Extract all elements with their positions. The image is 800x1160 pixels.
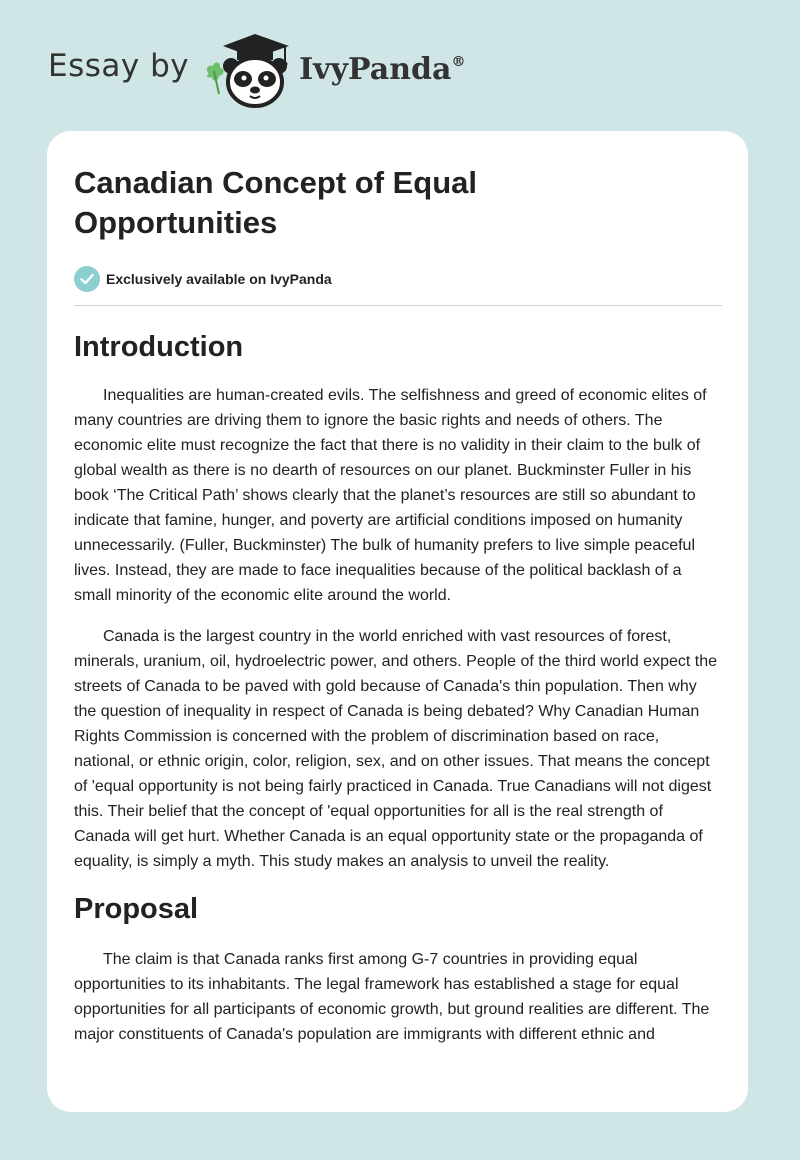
paragraph: Inequalities are human-created evils. The selfishness and greed of economic elites of many countries are driving them to ignore the basic rights and needs of others. The economic elite must recognize the fact that there is no validity in their claim to the bulk of global wealth as there is no dearth of resources on our planet. Buckminster Fuller in his book ‘The Critical Path’ shows clearly that the planet’s resources are still so abundant to indicate that famine, hunger, and poverty are artificial conditions imposed on humanity unnecessarily. (Fuller, Buckminster) The bulk of humanity prefers to live simple peaceful lives. Instead, they are made to face inequalities because of the political backlash of a small minority of the economic elite around the world. <box>74 387 707 604</box>
paragraph: The claim is that Canada ranks first among G-7 countries in providing equal opportunities to its inhabitants. The legal framework has established a stage for equal opportunities for all participants of economic growth, but ground realities are different. The major constituents of Canada's population are immigrants with different ethnic and <box>74 951 710 1043</box>
panda-logo-icon[interactable] <box>203 30 295 110</box>
section-heading-introduction: Introduction <box>74 331 244 363</box>
checkmark-icon <box>74 266 100 292</box>
essay-by-label: Essay by <box>48 48 190 84</box>
essay-card <box>47 131 748 1112</box>
exclusive-badge <box>74 266 721 292</box>
paragraph: Canada is the largest country in the world enriched with vast resources of forest, minerals, uranium, oil, hydroelectric power, and others. People of the third world expect the streets of Canada to be paved with gold because of Canada's thin population. Then why the question of inequality in respect of Canada is being debated? Why Canadian Human Rights Commission is concerned with the problem of discrimination based on race, national, or ethnic origin, color, religion, sex, and on other issues. That means the concept of 'equal opportunity is not being fairly practiced in Canada. True Canadians will not digest this. Their belief that the concept of 'equal opportunities for all is the real strength of Canada will get hurt. Whether Canada is an equal opportunity state or the propaganda of equality, is simply a myth. This study makes an analysis to unveil the reality. <box>74 628 717 870</box>
ivy-leaf-icon <box>207 62 224 94</box>
divider <box>74 305 722 306</box>
site-header <box>48 30 508 110</box>
page-title: Canadian Concept of Equal Opportunities <box>74 165 478 240</box>
section-heading-proposal: Proposal <box>74 893 199 925</box>
exclusive-label: Exclusively available on IvyPanda <box>106 271 332 287</box>
registered-mark: ® <box>451 53 466 70</box>
brand-name[interactable]: IvyPanda® <box>299 51 466 87</box>
